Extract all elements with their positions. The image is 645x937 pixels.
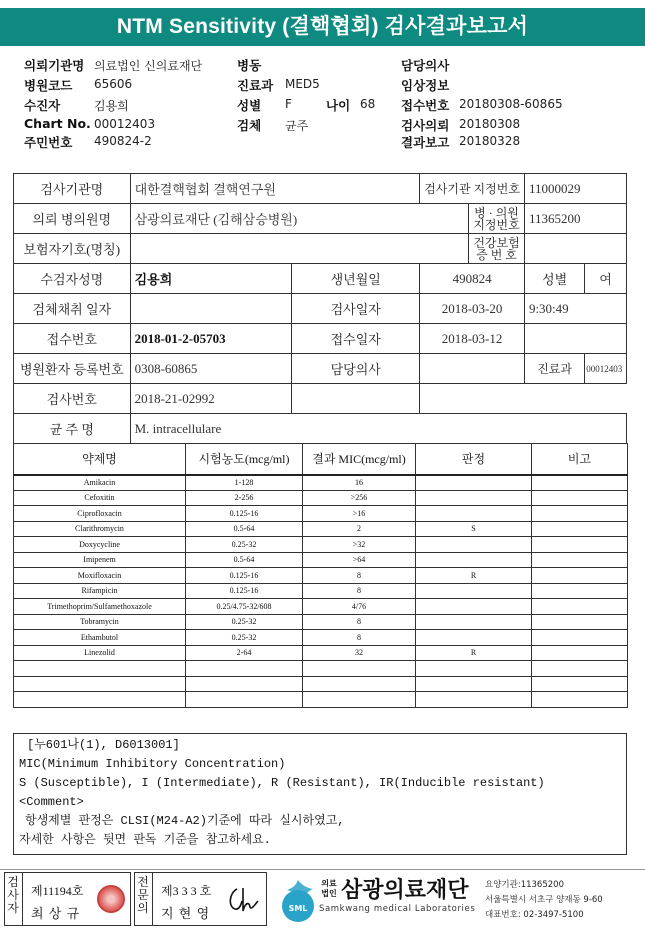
test-org-no-value: 11000029 <box>524 174 626 204</box>
ward-label: 병동 <box>237 58 262 73</box>
remarks <box>532 490 628 506</box>
hospital-code-label: 병원코드 <box>24 78 73 93</box>
examiner-box <box>4 872 131 926</box>
remarks <box>532 568 628 584</box>
examiner-seal <box>97 885 125 913</box>
interpretation: R <box>416 645 532 661</box>
examiner-license: 제11194호 <box>31 884 84 898</box>
request-date-value: 20180308 <box>459 117 521 131</box>
remarks <box>532 475 628 491</box>
test-org-no-label: 검사기관 지정번호 <box>420 174 525 204</box>
interpretation <box>416 506 532 522</box>
table-row <box>14 630 628 646</box>
specimen-value: 균주 <box>285 119 309 133</box>
birth-value: 490824 <box>420 264 525 294</box>
collect-date-value <box>130 294 292 324</box>
table-row <box>14 537 628 553</box>
insurance-label: 보험자기호(명칭) <box>14 234 131 264</box>
test-concentration: 1-128 <box>186 475 303 491</box>
interpretation <box>416 537 532 553</box>
interpretation <box>416 676 532 692</box>
footer <box>0 869 645 931</box>
remarks <box>532 645 628 661</box>
accession-label: 접수번호 <box>14 324 131 354</box>
info-doctor-label: 담당의사 <box>292 354 420 384</box>
test-no-value: 2018-21-02992 <box>130 384 292 414</box>
age-value: 68 <box>360 97 376 111</box>
institution-value: 의료법인 신의료재단 <box>94 59 203 73</box>
table-row <box>14 661 628 677</box>
comment-box <box>13 733 627 855</box>
remarks <box>532 692 628 708</box>
table-row <box>14 599 628 615</box>
report-title: NTM Sensitivity (결핵협회) 검사결과보고서 <box>0 8 645 46</box>
examiner-name: 최 상 규 <box>31 906 81 921</box>
resident-no-label: 주민번호 <box>24 135 73 150</box>
footer-divider <box>0 869 645 870</box>
clinical-info-label: 임상정보 <box>401 78 450 93</box>
remarks <box>532 506 628 522</box>
specialist-name: 지 현 영 <box>161 906 211 921</box>
drug-name: Moxifloxacin <box>14 568 186 584</box>
report-date-label: 결과보고 <box>401 135 450 150</box>
remarks <box>532 552 628 568</box>
test-concentration: 0.5-64 <box>186 552 303 568</box>
test-no-label: 검사번호 <box>14 384 131 414</box>
mic-result: >256 <box>303 490 416 506</box>
test-concentration: 2-64 <box>186 645 303 661</box>
signature-icon <box>225 883 261 917</box>
mic-result <box>303 661 416 677</box>
table-row <box>14 614 628 630</box>
mic-result <box>303 676 416 692</box>
receipt-no-value: 20180308-60865 <box>459 97 563 111</box>
mic-result: 32 <box>303 645 416 661</box>
mic-result: >32 <box>303 537 416 553</box>
table-row <box>14 552 628 568</box>
drug-name: Amikacin <box>14 475 186 491</box>
ref-no-value: 11365200 <box>524 204 626 234</box>
patient-label: 수진자 <box>24 98 61 113</box>
interpretation <box>416 661 532 677</box>
report-date-value: 20180328 <box>459 134 521 148</box>
org-english: Samkwang medical Laboratories <box>319 904 476 914</box>
resident-no-value: 490824-2 <box>94 134 152 148</box>
drug-name: Trimethoprim/Sulfamethoxazole <box>14 599 186 615</box>
mic-result: 16 <box>303 475 416 491</box>
mic-result: >64 <box>303 552 416 568</box>
drug-table-body <box>14 475 628 708</box>
age-label: 나이 <box>326 98 351 113</box>
interpretation <box>416 614 532 630</box>
drug-name: Imipenem <box>14 552 186 568</box>
test-org-value: 대한결핵협회 결핵연구원 <box>130 174 420 204</box>
col-interpretation: 판정 <box>416 444 532 475</box>
insurance-value <box>130 234 468 264</box>
name-value: 김용희 <box>130 264 292 294</box>
info-doctor-value <box>420 354 525 384</box>
receipt-date-label: 접수일자 <box>292 324 420 354</box>
table-row <box>14 521 628 537</box>
table-row <box>14 676 628 692</box>
test-concentration <box>186 676 303 692</box>
table-row <box>14 692 628 708</box>
care-no: 요양기관:11365200 <box>485 880 564 890</box>
drug-name: Ethambutol <box>14 630 186 646</box>
test-concentration: 0.25-32 <box>186 614 303 630</box>
empty-cell <box>292 384 420 414</box>
test-org-label: 검사기관명 <box>14 174 131 204</box>
col-drug: 약제명 <box>14 444 186 475</box>
sml-logo-icon <box>277 874 319 926</box>
mic-line: MIC(Minimum Inhibitory Concentration) <box>19 757 286 771</box>
drug-name: Linezolid <box>14 645 186 661</box>
sex-value: F <box>285 97 292 111</box>
interpretation <box>416 475 532 491</box>
phone: 대표번호: 02-3497-5100 <box>485 910 584 920</box>
test-concentration: 0.25-32 <box>186 630 303 646</box>
reg-no-value: 0308-60865 <box>130 354 292 384</box>
mic-result <box>303 692 416 708</box>
drug-name: Doxycycline <box>14 537 186 553</box>
test-date-label: 검사일자 <box>292 294 420 324</box>
organism-label: 균 주 명 <box>14 414 131 444</box>
table-row <box>14 583 628 599</box>
info-dept-label: 진료과 <box>524 354 584 384</box>
chart-no-label: Chart No. <box>24 116 91 131</box>
examiner-label: 검사자 <box>7 875 19 915</box>
drug-name <box>14 661 186 677</box>
sir-line: S (Susceptible), I (Intermediate), R (Resistant), IR(Inducible resistant) <box>19 776 545 790</box>
test-concentration: 0.25/4.75-32/608 <box>186 599 303 615</box>
mic-result: 2 <box>303 521 416 537</box>
col-remarks: 비고 <box>532 444 628 475</box>
test-concentration: 2-256 <box>186 490 303 506</box>
test-concentration: 0.125-16 <box>186 568 303 584</box>
specialist-label: 전문의 <box>137 875 149 915</box>
drug-name: Clarithromycin <box>14 521 186 537</box>
remarks <box>532 630 628 646</box>
mic-result: 8 <box>303 630 416 646</box>
test-concentration: 0.5-64 <box>186 521 303 537</box>
interpretation <box>416 583 532 599</box>
comment-line-2: 자세한 사항은 뒷면 판독 기준을 참고하세요. <box>19 833 271 847</box>
remarks <box>532 676 628 692</box>
remarks <box>532 537 628 553</box>
test-concentration <box>186 661 303 677</box>
interpretation <box>416 599 532 615</box>
accession-value: 2018-01-2-05703 <box>130 324 292 354</box>
remarks <box>532 661 628 677</box>
drug-name <box>14 692 186 708</box>
interpretation: S <box>416 521 532 537</box>
ref-no-label: 병 · 의원 지정번호 <box>469 204 525 234</box>
name-label: 수검자성명 <box>14 264 131 294</box>
mic-result: 4/76 <box>303 599 416 615</box>
organism-value: M. intracellulare <box>130 414 626 444</box>
interpretation <box>416 552 532 568</box>
test-concentration <box>186 692 303 708</box>
table-row <box>14 568 628 584</box>
test-concentration: 0.125-16 <box>186 583 303 599</box>
drug-name <box>14 676 186 692</box>
sex-info-value: 여 <box>585 264 627 294</box>
remarks <box>532 599 628 615</box>
mic-result: 8 <box>303 614 416 630</box>
drug-name: Tobramycin <box>14 614 186 630</box>
test-date-value: 2018-03-20 <box>420 294 525 324</box>
mic-result: 8 <box>303 568 416 584</box>
interpretation <box>416 630 532 646</box>
patient-value: 김용희 <box>94 99 129 113</box>
table-row <box>14 645 628 661</box>
remarks <box>532 521 628 537</box>
chart-no-value: 00012403 <box>94 117 156 131</box>
test-concentration: 0.125-16 <box>186 506 303 522</box>
sex-label: 성별 <box>237 98 262 113</box>
col-concentration: 시험농도(mcg/ml) <box>186 444 303 475</box>
health-cert-label: 건강보험 증 번 호 <box>469 234 525 264</box>
drug-name: Rifampicin <box>14 583 186 599</box>
code-line: [누601나(1), D6013001] <box>27 738 180 752</box>
dept-label: 진료과 <box>237 78 274 93</box>
specimen-label: 검체 <box>237 118 262 133</box>
sex-info-label: 성별 <box>524 264 584 294</box>
drug-sensitivity-table <box>13 443 628 708</box>
receipt-date-value: 2018-03-12 <box>420 324 525 354</box>
institution-label: 의뢰기관명 <box>24 58 85 73</box>
mic-result: 8 <box>303 583 416 599</box>
health-cert-value <box>524 234 626 264</box>
col-mic: 결과 MIC(mcg/ml) <box>303 444 416 475</box>
mic-result: >16 <box>303 506 416 522</box>
info-dept-value: 00012403 <box>585 354 627 384</box>
receipt-no-label: 접수번호 <box>401 98 450 113</box>
comment-label: <Comment> <box>19 795 84 809</box>
request-date-label: 검사의뢰 <box>401 118 450 133</box>
patient-info-table <box>13 173 627 444</box>
doctor-label: 담당의사 <box>401 58 450 73</box>
logo-text: SML <box>288 904 308 913</box>
test-concentration: 0.25-32 <box>186 537 303 553</box>
divider <box>152 873 153 925</box>
table-row <box>14 506 628 522</box>
empty-cell <box>524 324 626 354</box>
ref-hospital-value: 삼광의료재단 (김해삼승병원) <box>130 204 468 234</box>
reg-no-label: 병원환자 등록번호 <box>14 354 131 384</box>
divider <box>22 873 23 925</box>
remarks <box>532 583 628 599</box>
ref-hospital-label: 의뢰 병의원명 <box>14 204 131 234</box>
dept-value: MED5 <box>285 77 320 91</box>
drug-name: Ciprofloxacin <box>14 506 186 522</box>
comment-line-1: 항생제별 판정은 CLSI(M24-A2)기준에 따라 실시하였고, <box>25 814 345 828</box>
birth-label: 생년월일 <box>292 264 420 294</box>
drug-name: Cefoxitin <box>14 490 186 506</box>
org-name: 삼광의료재단 <box>341 878 469 903</box>
collect-date-label: 검체채취 일자 <box>14 294 131 324</box>
remarks <box>532 614 628 630</box>
hospital-code-value: 65606 <box>94 77 133 91</box>
interpretation: R <box>416 568 532 584</box>
specialist-license: 제3 3 3 호 <box>161 884 212 898</box>
address: 서울특별시 서초구 양재동 9-60 <box>485 895 603 905</box>
interpretation <box>416 490 532 506</box>
interpretation <box>416 692 532 708</box>
test-time-value: 9:30:49 <box>524 294 626 324</box>
org-prefix: 의료법인 <box>321 879 337 898</box>
empty-cell <box>420 384 627 414</box>
table-row <box>14 490 628 506</box>
table-row <box>14 475 628 491</box>
specialist-box <box>134 872 267 926</box>
